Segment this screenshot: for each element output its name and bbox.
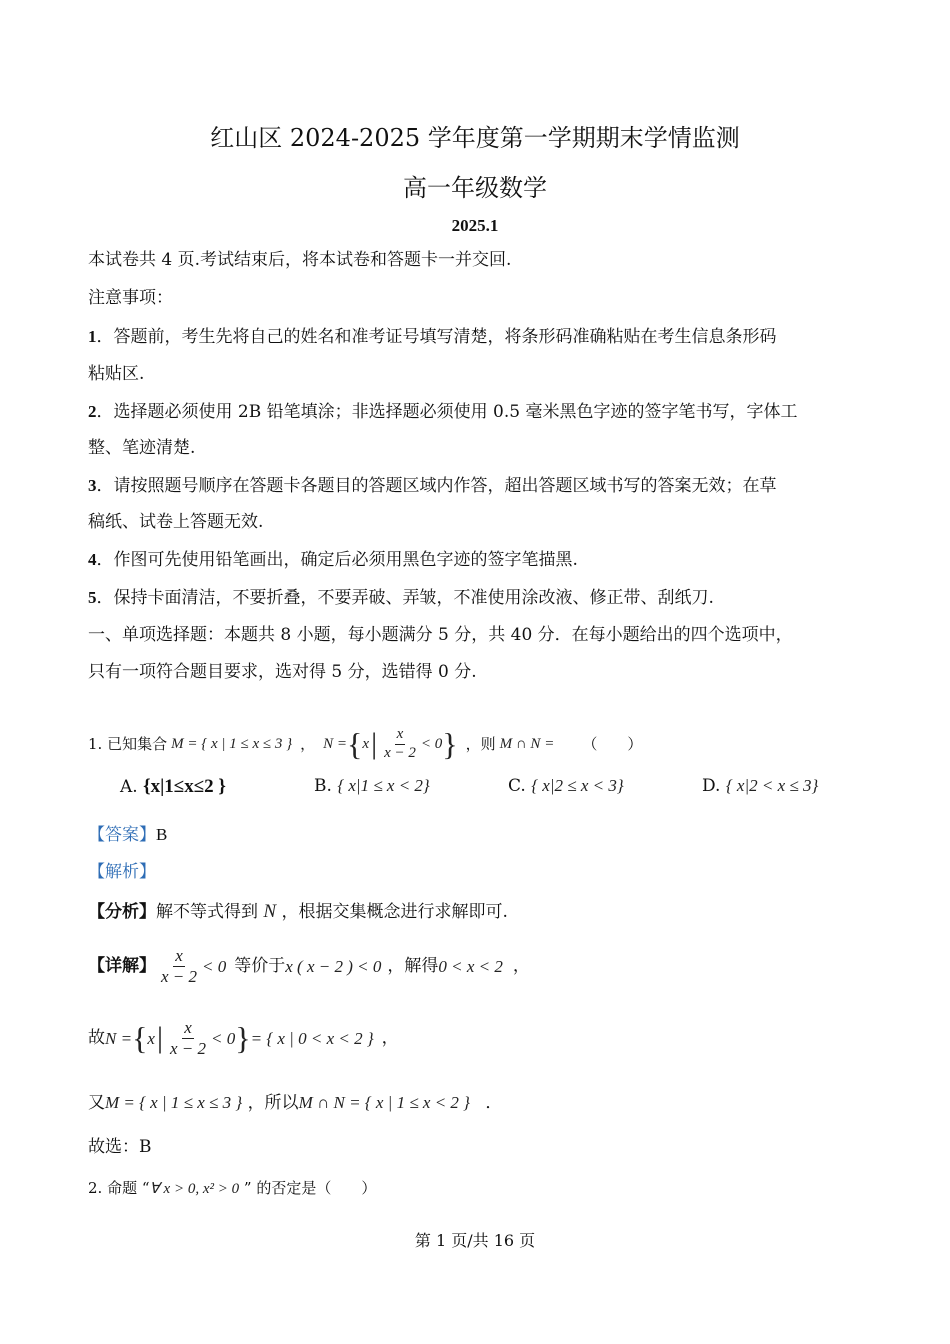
note-1: 1．答题前，考生先将自己的姓名和准考证号填写清楚，将条形码准确粘贴在考生信息条形码 bbox=[88, 327, 777, 347]
note-2: 2．选择题必须使用 2B 铅笔填涂；非选择题必须使用 0.5 毫米黑色字迹的签字笔书写，字体工 bbox=[88, 402, 798, 422]
section-1-heading: 一、单项选择题：本题共 8 小题，每小题满分 5 分，共 40 分．在每小题给出的四个选项中， bbox=[88, 625, 793, 645]
exam-date: 2025.1 bbox=[451, 216, 499, 235]
question-1: 1. 已知集合 M = { x | 1 ≤ x ≤ 3 } ， N = { x | $\frac{x}{x - 2}$ < 0 } ，则 M ∩ N = （ ） bbox=[88, 726, 643, 762]
section-1-heading-cont: 只有一项符合题目要求，选对得 5 分，选错得 0 分. bbox=[88, 662, 477, 682]
answer-line: 【答案】B bbox=[88, 825, 168, 845]
option-c: C. { x|2 ≤ x < 3} bbox=[508, 776, 624, 796]
you-line: 又M = { x | 1 ≤ x ≤ 3 } ，所以M ∩ N = { x | 1 ≤ x < 2 } ． bbox=[88, 1093, 503, 1113]
gu-line: 故 N = { x | $\frac{x}{x - 2}$ < 0 } = { x | 0 < x < 2 } ， bbox=[88, 1017, 399, 1058]
option-b: B. { x|1 ≤ x < 2} bbox=[314, 776, 430, 796]
exam-title: 红山区 2024-2025 学年度第一学期期末学情监测 bbox=[210, 124, 740, 152]
answer-blank: （ ） bbox=[582, 734, 643, 753]
answer-tag: 【答案】 bbox=[88, 825, 156, 845]
note-3: 3．请按照题号顺序在答题卡各题目的答题区域内作答，超出答题区域书写的答案无效；在草 bbox=[88, 476, 777, 496]
analysis-tag: 【解析】 bbox=[88, 862, 156, 882]
detail-line: 【详解】 $\frac{x}{x - 2}$ < 0 等价于 x ( x − 2 ) < 0 ，解得 0 < x < 2 ， bbox=[88, 945, 530, 986]
q1-prefix: 1. 已知集合 bbox=[88, 734, 168, 753]
question-2: 2. 命题 “∀ x > 0, x² > 0 ” 的否定是（ ） bbox=[88, 1179, 377, 1197]
notes-heading: 注意事项： bbox=[88, 288, 173, 308]
option-a: A. {x|1≤x≤2 } bbox=[120, 776, 226, 797]
note-3-cont: 稿纸、试卷上答题无效. bbox=[88, 512, 264, 532]
intro-text: 本试卷共 4 页.考试结束后，将本试卷和答题卡一并交回. bbox=[88, 250, 512, 270]
exam-subtitle: 高一年级数学 bbox=[403, 174, 547, 202]
note-4: 4．作图可先使用铅笔画出，确定后必须用黑色字迹的签字笔描黑. bbox=[88, 550, 578, 570]
note-2-cont: 整、笔迹清楚. bbox=[88, 438, 196, 458]
option-d: D. { x|2 < x ≤ 3} bbox=[702, 776, 819, 796]
intersection-expr: M ∩ N = bbox=[499, 735, 555, 752]
fenxi-line: 【分析】解不等式得到 N ，根据交集概念进行求解即可. bbox=[88, 901, 508, 922]
note-1-cont: 粘贴区. bbox=[88, 364, 145, 384]
page-footer: 第 1 页/共 16 页 bbox=[414, 1231, 536, 1250]
set-m: M = { x | 1 ≤ x ≤ 3 } bbox=[171, 735, 293, 752]
final-choice: 故选：B bbox=[88, 1137, 152, 1157]
set-n: N = { x | $\frac{x}{x - 2}$ < 0 } bbox=[323, 726, 458, 762]
note-5: 5．保持卡面清洁，不要折叠，不要弄破、弄皱，不准使用涂改液、修正带、刮纸刀. bbox=[88, 588, 714, 608]
